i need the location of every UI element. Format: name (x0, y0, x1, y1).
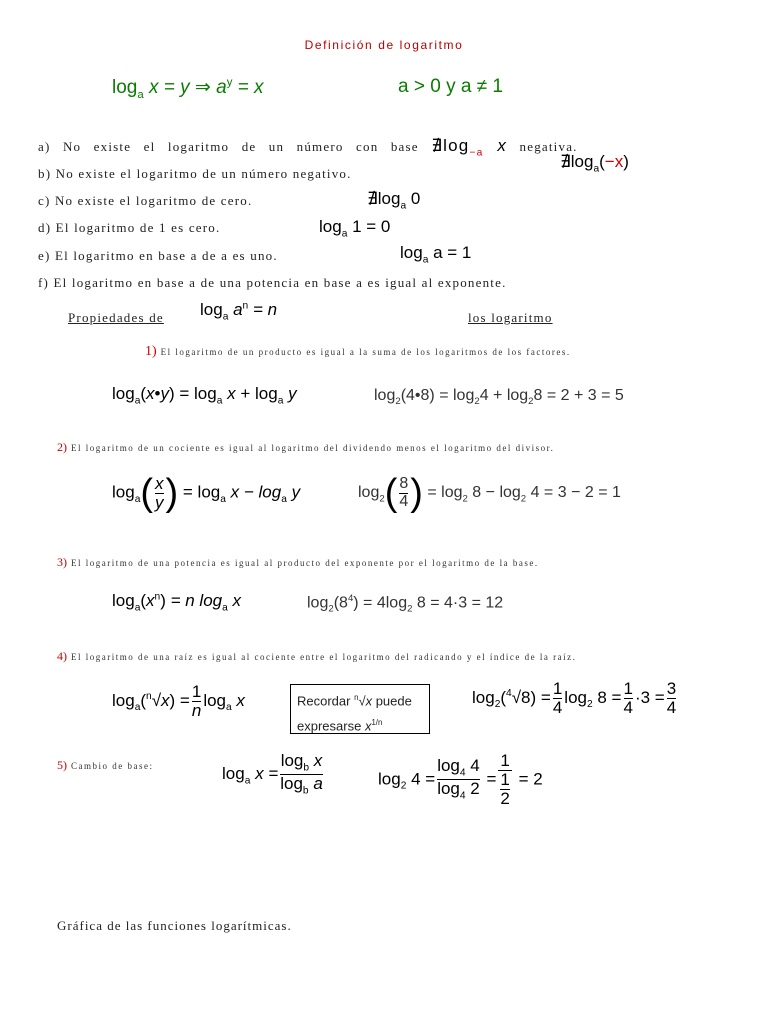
page-title: Definición de logaritmo (304, 38, 464, 52)
rule-e: e) El logaritmo en base a de a es uno. (38, 248, 278, 263)
property-2-formula: $\log_a$( $\frac{x}{y}$ ) = $\log_a x - \log_a y$ (112, 472, 301, 514)
property-5-text: 5) Cambio de base: (57, 758, 154, 772)
functions-graph-heading: Gráfica de las funciones logarítmicas. (57, 918, 292, 933)
property-2-example: $\log_2$( $\frac{8}{4}$ ) = $\log_2 8 - \log_2 4 = 3 - 2 = 1$ (358, 472, 621, 514)
definition-formula: $\log_a x = y$ ⇒ $a^y = x$ (112, 76, 264, 101)
property-3-text: 3) El logaritmo de una potencia es igual al producto del exponente por el logaritmo de la base. (57, 555, 539, 569)
property-4-example: $\log_2(^4√8)$ = $\frac{1}{4}$ $\log_2 8$ = $\frac{1}{4}$ ·3 = $\frac{3}{4}$ (472, 679, 677, 717)
property-5-example: $\log_2 4$ = $\frac{\log_4 4}{\log_4 2}$ = $\frac{1}{\frac{1}{2}}$ = 2 (378, 751, 543, 808)
rule-a: a) No existe el logaritmo de un número con base $∄\log_{-a}$ x negativa. (38, 136, 578, 159)
rule-b-formula: $∄\log_a(-x)$ (560, 152, 629, 175)
property-3-example: $\log_2(8^4) = 4\log_2$ 8 = 4·3 = 12 (307, 593, 504, 615)
rule-e-formula: $\log_a a = 1$ (400, 243, 472, 266)
properties-heading-formula: $\log_a a^n = n$ (200, 300, 278, 323)
property-3-formula: $\log_a(x^n) = n$ $\log_a x$ (112, 591, 242, 614)
rule-d-formula: $\log_a 1 = 0$ (319, 217, 391, 240)
rule-c-formula: $∄\log_a$ 0 (367, 189, 421, 212)
property-4-text: 4) El logaritmo de una raíz es igual al cociente entre el logaritmo del radicando y el índice de la raíz. (57, 649, 577, 663)
rule-a-formula: $∄\log_{-a}$ x (431, 136, 508, 159)
rule-f: f) El logaritmo en base a de una potencia en base a es igual al exponente. (38, 275, 507, 290)
property-4-formula: $\log_a(^n√x)$ = $\frac{1}{n}$ $\log_a x$ (112, 682, 245, 720)
property-1-text: 1) El logaritmo de un producto es igual a la suma de los logaritmos de los factores. (145, 344, 571, 359)
rule-c: c) No existe el logaritmo de cero. (38, 193, 253, 208)
rule-b: b) No existe el logaritmo de un número negativo. (38, 166, 352, 181)
definition-condition: a > 0 y a ≠ 1 (398, 76, 503, 97)
reminder-box: Recordar $^n$√x puede expresarse $x^{1/n}$ (290, 684, 430, 734)
property-5-formula: $\log_a x$ = $\frac{\log_b x}{\log_b a}$ (222, 751, 323, 797)
property-1-example: $\log_2(4•8) = \log_24 + \log_28 = 2 + 3 = 5$ (374, 387, 624, 408)
property-2-text: 2) El logaritmo de un cociente es igual al logaritmo del dividendo menos el logaritmo del divisor. (57, 440, 555, 454)
property-1-formula: $\log_a(x•y) = \log_a x + \log_a y$ (112, 384, 297, 407)
rule-d: d) El logaritmo de 1 es cero. (38, 220, 221, 235)
properties-heading-right: los logaritmo (468, 310, 553, 325)
properties-heading-left: Propiedades de (68, 310, 164, 325)
